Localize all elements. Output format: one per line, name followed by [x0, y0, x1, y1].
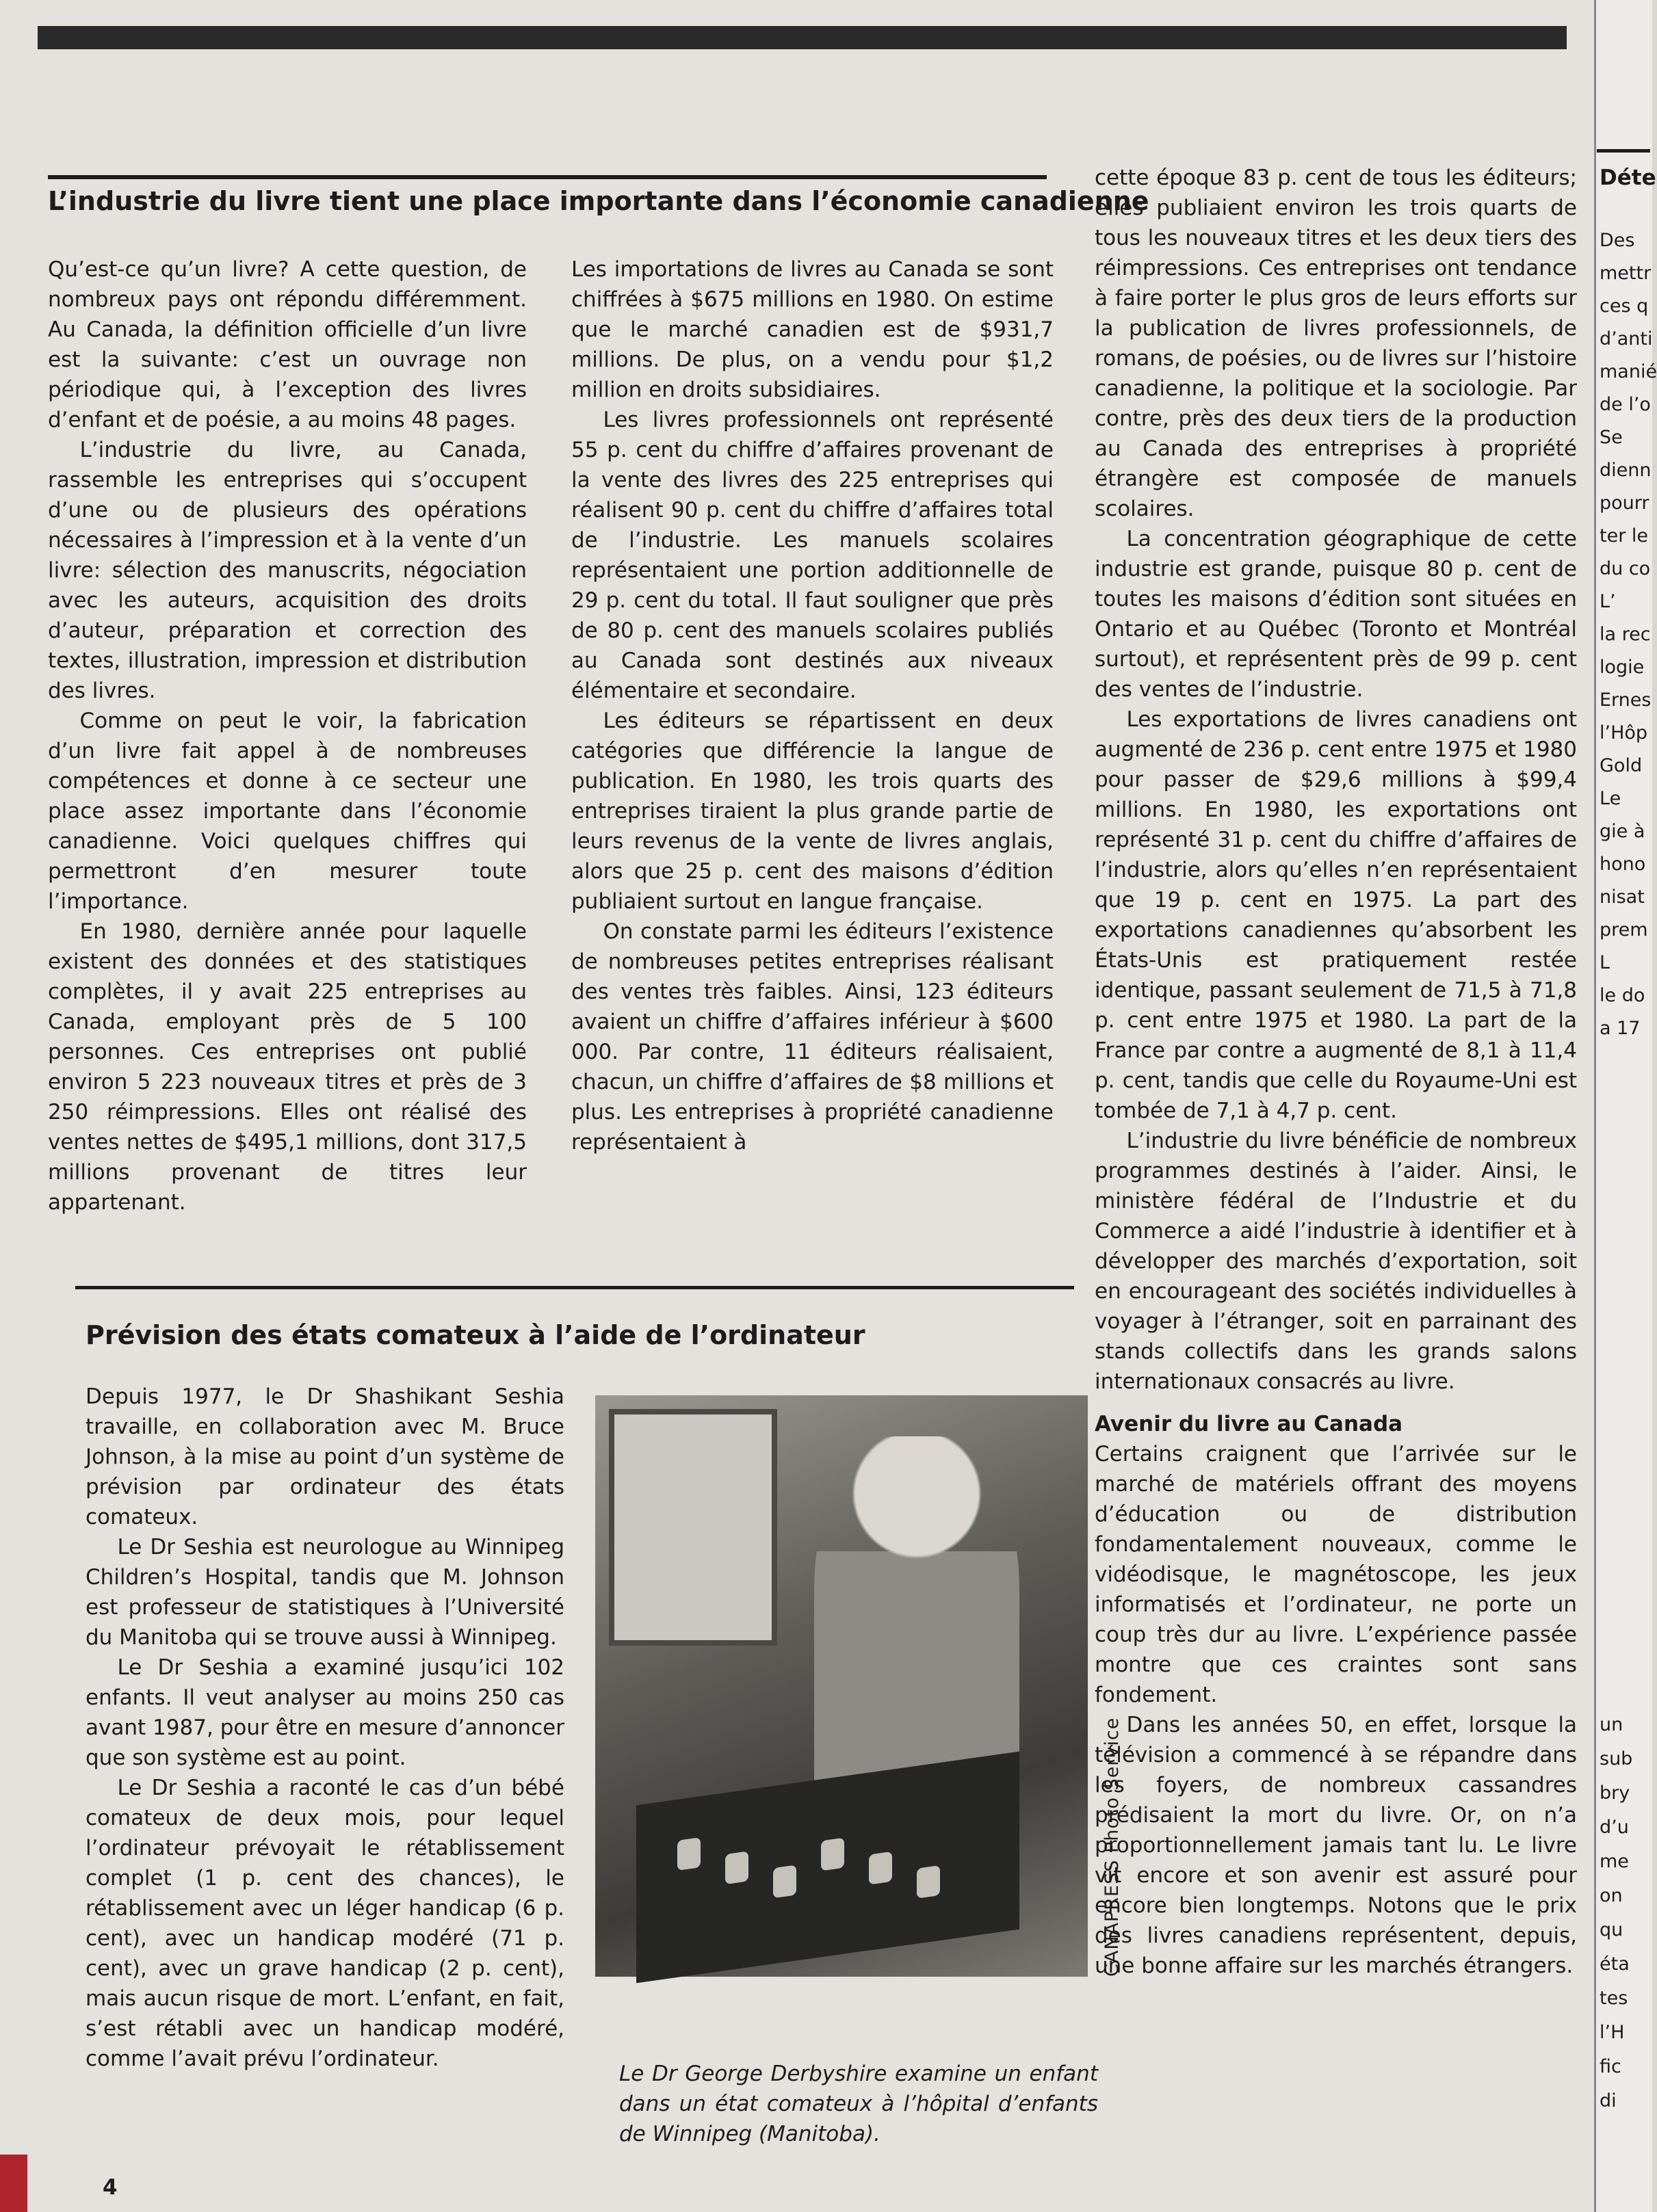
adjacent-page-line: l’H: [1600, 2022, 1625, 2043]
photo-knob: [677, 1837, 701, 1871]
subheading-avenir: Avenir du livre au Canada: [1095, 1412, 1403, 1436]
adjacent-page-line: Ernes: [1600, 689, 1652, 711]
photo-caption: Le Dr George Derbyshire examine un enfant dans un état comateux à l’hôpital d’enfants de Winnipeg (Manitoba).: [619, 2062, 1098, 2146]
paragraph: Dans les années 50, en effet, lorsque la télévision a commencé à se répandre dans les foyers, de nombreux cassandres prédisaient la mort du livre. Or, on n’a proportionnellement jamais tant lu. Le livre vit encore et son avenir est assuré pour encore bien longtemps. Notons que le prix des livres canadiens représentent, depuis, une bonne affaire sur les marchés étrangers.: [1095, 1713, 1577, 1978]
adjacent-page-line: logie: [1600, 657, 1645, 678]
paragraph: Le Dr Seshia a raconté le cas d’un bébé comateux de deux mois, pour lequel l’ordinateur prévoyait le rétablissement complet (1 p. cent des chances), le rétablissement avec un léger handicap (6 p. cent), avec un handicap modéré (71 p. cent), avec un grave handicap (2 p. cent), mais aucun risque de mort. L’enfant, en fait, s’est rétabli avec un handicap modéré, comme l’avait prévu l’ordinateur.: [86, 1776, 564, 2071]
adjacent-page-line: ces q: [1600, 295, 1649, 317]
article-headline-coma-prediction: Prévision des états comateux à l’aide de l’ordinateur: [86, 1320, 865, 1350]
adjacent-page-line: la rec: [1600, 624, 1651, 645]
adjacent-page-line: tes: [1600, 1988, 1628, 2009]
adjacent-page-line: Le: [1600, 788, 1621, 809]
adjacent-page-line: gie à: [1600, 821, 1645, 842]
adjacent-page-line: L: [1600, 952, 1610, 973]
paragraph: En 1980, dernière année pour laquelle existent des données et des statistiques complètes, il y avait 225 entreprises au Canada, employant près de 5 100 personnes. Ces entreprises ont publié environ 5 223 nouveaux titres et près de 3 250 réimpressions. Elles ont réalisé des ventes nettes de $495,1 millions, dont 317,5 millions provenant de titres leur appartenant.: [48, 919, 527, 1215]
adjacent-page-line: le do: [1600, 985, 1645, 1006]
adjacent-page-line: l’Hôp: [1600, 722, 1648, 743]
headline-rule: [48, 175, 1047, 179]
adjacent-page-line: d’u: [1600, 1817, 1629, 1838]
adjacent-page-line: manié: [1600, 361, 1657, 382]
adjacent-page-line: di: [1600, 2090, 1617, 2111]
adjacent-page-line: du co: [1600, 558, 1651, 579]
paragraph: Les éditeurs se répartissent en deux catégories que différencie la langue de publication. En 1980, les trois quarts des entreprises tiraient la plus grande partie de leurs revenus de la vente de livres anglais, alors que 25 p. cent des maisons d’édition publiaient surtout en langue française.: [571, 709, 1054, 914]
paragraph: L’industrie du livre bénéficie de nombreux programmes destinés à l’aider. Ainsi, le ministère fédéral de l’Industrie et du Commerce a aidé l’industrie à identifier et à développer des marchés d’exportation, soit en encourageant des sociétés individuelles à voyager à l’étranger, soit en parrainant des stands collectifs dans les grands salons internationaux consacrés au livre.: [1095, 1129, 1577, 1394]
page-number: 4: [103, 2175, 118, 2200]
photo-knob: [917, 1865, 940, 1899]
adjacent-page-line: L’: [1600, 591, 1616, 612]
adjacent-page-line: d’anti: [1600, 328, 1653, 350]
paragraph: Qu’est-ce qu’un livre? A cette question, de nombreux pays ont répondu différemment. Au Canada, la définition officielle d’un livre est la suivante: c’est un ouvrage non périodique qui, à l’exception des livres d’enfant et de poésie, a au moins 48 pages.: [48, 257, 527, 432]
adjacent-page-line: un: [1600, 1714, 1623, 1735]
article1-column-2: [571, 254, 1054, 1157]
paragraph: L’industrie du livre, au Canada, rassemble les entreprises qui s’occupent d’une ou de plusieurs des opérations nécessaires à l’impression et à la vente d’un livre: sélection des manuscrits, négociation avec les auteurs, acquisition des droits d’auteur, préparation et correction des textes, illustration, impression et distribution des livres.: [48, 438, 527, 703]
adjacent-page-line: prem: [1600, 919, 1648, 940]
photo-knob: [821, 1838, 844, 1871]
photo-window: [609, 1409, 777, 1646]
headline-rule: [75, 1286, 1074, 1289]
adjacent-page-line: Des: [1600, 230, 1635, 251]
adjacent-page-line: on: [1600, 1885, 1623, 1906]
adjacent-page-rule: [1597, 149, 1650, 153]
photo-credit: CANAPRESS Photo Service: [1101, 1717, 1123, 1977]
adjacent-page-title: Déte: [1600, 166, 1656, 190]
adjacent-page-line: pourr: [1600, 492, 1649, 514]
top-black-bar: [38, 26, 1567, 49]
article-headline-book-industry: L’industrie du livre tient une place importante dans l’économie canadienne: [48, 186, 1149, 216]
paragraph: Comme on peut le voir, la fabrication d’un livre fait appel à de nombreuses compétences et donne à ce secteur une place assez importante dans l’économie canadienne. Voici quelques chiffres qui permettront d’en mesurer toute l’importance.: [48, 709, 527, 914]
photo-doctor-examining-child: [595, 1395, 1088, 1977]
adjacent-page-line: mettr: [1600, 263, 1652, 284]
photo-knob: [725, 1851, 748, 1884]
adjacent-page-line: a 17: [1600, 1018, 1641, 1039]
paragraph: Certains craignent que l’arrivée sur le marché de matériels offrant des moyens d’éducation ou de distribution fondamentalement nouveaux, comme le vidéodisque, le magnétoscope, les jeux informatisés et l’ordinateur, ne porte un coup très dur au livre. L’expérience passée montre que ces craintes sont sans fondement.: [1095, 1442, 1577, 1707]
adjacent-page-line: de l’o: [1600, 394, 1651, 415]
adjacent-page-line: éta: [1600, 1953, 1630, 1975]
paragraph: Les livres professionnels ont représenté 55 p. cent du chiffre d’affaires provenant de la vente des livres des 225 entreprises qui réalisent 90 p. cent du chiffre d’affaires total de l’industrie. Les manuels scolaires représentaient une portion additionnelle de 29 p. cent du total. Il faut souligner que près de 80 p. cent des manuels scolaires publiés au Canada sont destinés aux niveaux élémentaire et secondaire.: [571, 408, 1054, 703]
photo-equipment-panel: [636, 1752, 1019, 1984]
adjacent-page-line: qu: [1600, 1919, 1623, 1940]
paragraph: On constate parmi les éditeurs l’existence de nombreuses petites entreprises réalisant des ventes très faibles. Ainsi, 123 éditeurs avaient un chiffre d’affaires inférieur à $600 000. Par contre, 11 éditeurs réalisaient, chacun, un chiffre d’affaires de $8 millions et plus. Les entreprises à propriété canadienne représentaient à: [571, 919, 1054, 1155]
article2-column: [86, 1382, 564, 2074]
adjacent-page-line: dienn: [1600, 460, 1652, 481]
article1-column-1: [48, 254, 527, 1217]
paragraph: Depuis 1977, le Dr Shashikant Seshia travaille, en collaboration avec M. Bruce Johnson, à la mise au point d’un système de prévision par ordinateur des états comateux.: [86, 1384, 564, 1529]
adjacent-page-line: sub: [1600, 1748, 1633, 1769]
adjacent-page-line: bry: [1600, 1782, 1630, 1804]
adjacent-page-line: Se: [1600, 427, 1623, 448]
red-page-edge: [0, 2155, 27, 2212]
photo-knob: [869, 1852, 892, 1885]
adjacent-page-line: me: [1600, 1851, 1629, 1872]
adjacent-page-line: fic: [1600, 2056, 1621, 2077]
paragraph: Les exportations de livres canadiens ont augmenté de 236 p. cent entre 1975 et 1980 pour passer de $29,6 millions à $99,4 millions. En 1980, les exportations ont représenté 31 p. cent du chiffre d’affaires de l’industrie, alors qu’elles n’en représentaient que 19 p. cent en 1975. La part des exportations canadiennes qu’absorbent les États-Unis est pratiquement restée identique, passant seulement de 71,5 à 71,8 p. cent entre 1975 et 1980. La part de la France par contre a augmenté de 8,1 à 11,4 p. cent, tandis que celle du Royaume-Uni est tombée de 7,1 à 4,7 p. cent.: [1095, 707, 1577, 1123]
article1-column-3: [1095, 163, 1577, 1981]
adjacent-page-line: nisat: [1600, 886, 1645, 908]
paragraph: cette époque 83 p. cent de tous les éditeurs; elles publiaient environ les trois quarts de tous les nouveaux titres et les deux tiers des réimpressions. Ces entreprises ont tendance à faire porter le plus gros de leurs efforts sur la publication de livres professionnels, de romans, de poésies, ou de livres sur l’histoire canadienne, la politique et la sociologie. Par contre, près des deux tiers de la production au Canada des entreprises à propriété étrangère est composée de manuels scolaires.: [1095, 166, 1577, 521]
adjacent-page-line: ter le: [1600, 525, 1648, 547]
paragraph: Les importations de livres au Canada se sont chiffrées à $675 millions en 1980. On estime que le marché canadien est de $931,7 millions. De plus, on a vendu pour $1,2 million en droits subsidiaires.: [571, 257, 1054, 402]
adjacent-page-line: Gold: [1600, 755, 1643, 776]
photo-knob: [773, 1865, 796, 1898]
paragraph: Le Dr Seshia a examiné jusqu’ici 102 enfants. Il veut analyser au moins 250 cas avant 1987, pour être en mesure d’annoncer que son système est au point.: [86, 1655, 564, 1770]
paragraph: Le Dr Seshia est neurologue au Winnipeg Children’s Hospital, tandis que M. Johnson est professeur de statistiques à l’Université du Manitoba qui se trouve aussi à Winnipeg.: [86, 1535, 564, 1650]
adjacent-page-line: hono: [1600, 854, 1646, 875]
paragraph: La concentration géographique de cette industrie est grande, puisque 80 p. cent de toutes les maisons d’édition sont situées en Ontario et au Québec (Toronto et Montréal surtout), et représentent près de 99 p. cent des ventes de l’industrie.: [1095, 527, 1577, 702]
